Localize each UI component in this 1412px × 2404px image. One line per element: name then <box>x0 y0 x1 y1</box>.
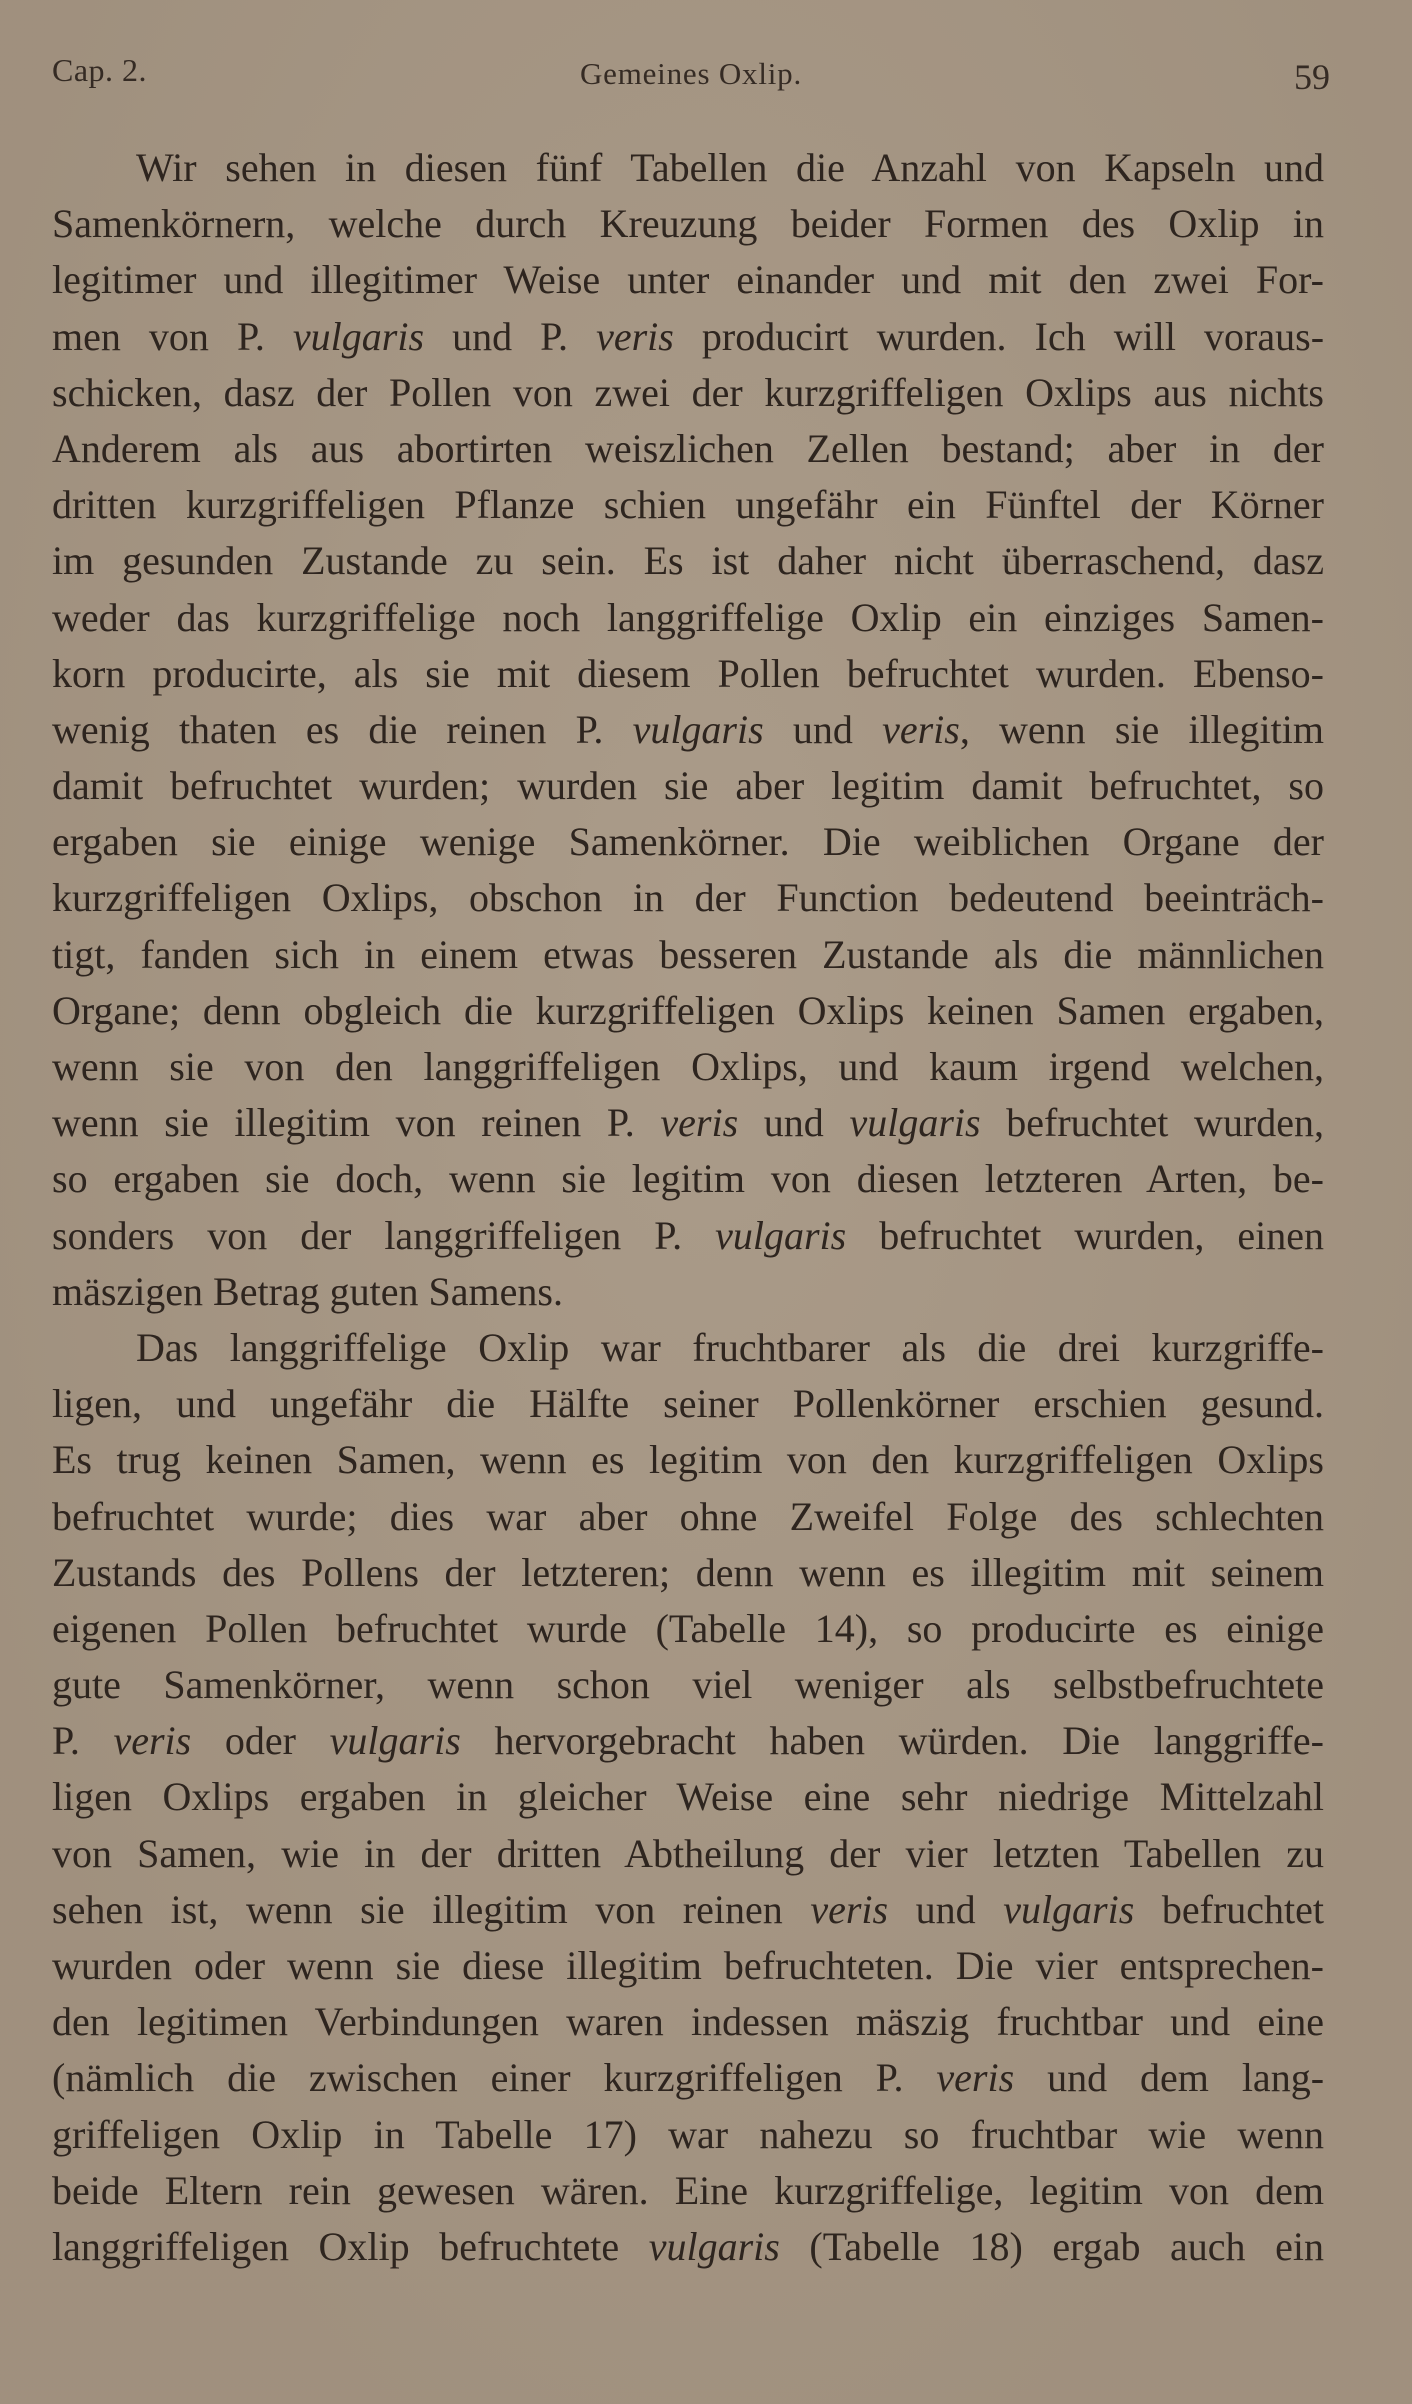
chapter-label: Cap. 2. <box>52 52 148 88</box>
text-line: tigt, fanden sich in einem etwas besseren Zustande als die männlichen <box>52 931 1324 977</box>
running-head <box>52 52 1330 112</box>
text-line: wenig thaten es die reinen P. vulgaris und veris, wenn sie illegitim <box>52 706 1325 752</box>
text-line: schicken, dasz der Pollen von zwei der kurzgriffeligen Oxlips aus nichts <box>52 369 1324 415</box>
text-line: men von P. vulgaris und P. veris producirt wurden. Ich will voraus- <box>52 313 1325 359</box>
paragraph <box>52 140 1324 1320</box>
text-line: langgriffeligen Oxlip befruchtete vulgaris (Tabelle 18) ergab auch ein <box>52 2223 1324 2269</box>
text-line: so ergaben sie doch, wenn sie legitim von diesen letzteren Arten, be- <box>52 1156 1324 1202</box>
text-line: korn producirte, als sie mit diesem Pollen befruchtet wurden. Ebenso- <box>52 650 1324 696</box>
text-line: (nämlich die zwischen einer kurzgriffeligen P. veris und dem lang- <box>52 2055 1325 2101</box>
text-line: damit befruchtet wurden; wurden sie aber legitim damit befruchtet, so <box>52 763 1324 809</box>
text-line: Es trug keinen Samen, wenn es legitim von den kurzgriffeligen Oxlips <box>52 1437 1324 1483</box>
page-number: 59 <box>1294 57 1330 97</box>
text-line: Zustands des Pollens der letzteren; denn wenn es illegitim mit seinem <box>52 1549 1324 1595</box>
text-line: ligen Oxlips ergaben in gleicher Weise eine sehr niedrige Mittelzahl <box>52 1774 1324 1820</box>
text-line: sehen ist, wenn sie illegitim von reinen veris und vulgaris befruchtet <box>52 1886 1324 1932</box>
text-line: beide Eltern rein gewesen wären. Eine kurzgriffelige, legitim von dem <box>52 2167 1324 2213</box>
text-line: wenn sie illegitim von reinen P. veris und vulgaris befruchtet wurden, <box>52 1100 1325 1146</box>
text-line: wurden oder wenn sie diese illegitim befruchteten. Die vier entsprechen- <box>52 1943 1324 1988</box>
text-line: ligen, und ungefähr die Hälfte seiner Pollenkörner erschien gesund. <box>52 1381 1324 1427</box>
text-line: eigenen Pollen befruchtet wurde (Tabelle 14), so producirte es einige <box>52 1605 1324 1651</box>
text-line: sonders von der langgriffeligen P. vulgaris befruchtet wurden, einen <box>52 1212 1325 1258</box>
text-line: griffeligen Oxlip in Tabelle 17) war nahezu so fruchtbar wie wenn <box>52 2111 1324 2157</box>
text-line: wenn sie von den langgriffeligen Oxlips, und kaum irgend welchen, <box>52 1044 1324 1089</box>
text-line: den legitimen Verbindungen waren indessen mäszig fruchtbar und eine <box>52 1999 1324 2045</box>
text-line: Wir sehen in diesen fünf Tabellen die Anzahl von Kapseln und <box>136 145 1324 190</box>
text-line: mäszigen Betrag guten Samens. <box>52 1268 563 1314</box>
text-line: von Samen, wie in der dritten Abtheilung der vier letzten Tabellen zu <box>52 1830 1324 1876</box>
text-line: P. veris oder vulgaris hervorgebracht haben würden. Die langgriffe- <box>52 1718 1324 1764</box>
text-line: gute Samenkörner, wenn schon viel weniger als selbstbefruchtete <box>52 1662 1324 1708</box>
text-line: im gesunden Zustande zu sein. Es ist daher nicht überraschend, dasz <box>52 538 1324 584</box>
text-line: dritten kurzgriffeligen Pflanze schien ungefähr ein Fünftel der Körner <box>52 482 1324 528</box>
body-text <box>52 140 1324 2275</box>
text-line: weder das kurzgriffelige noch langgriffelige Oxlip ein einziges Samen- <box>52 594 1324 640</box>
text-line: Samenkörnern, welche durch Kreuzung beider Formen des Oxlip in <box>52 201 1324 247</box>
text-line: ergaben sie einige wenige Samenkörner. Die weiblichen Organe der <box>52 819 1324 865</box>
text-line: Das langgriffelige Oxlip war fruchtbarer als die drei kurzgriffe- <box>136 1324 1324 1370</box>
running-title: Gemeines Oxlip. <box>579 56 803 91</box>
text-line: befruchtet wurde; dies war aber ohne Zweifel Folge des schlechten <box>52 1493 1324 1539</box>
text-line: legitimer und illegitimer Weise unter einander und mit den zwei For- <box>52 257 1324 303</box>
text-line: kurzgriffeligen Oxlips, obschon in der Function bedeutend beeinträch- <box>52 875 1324 921</box>
text-line: Anderem als aus abortirten weiszlichen Zellen bestand; aber in der <box>52 425 1324 471</box>
paragraph <box>52 1320 1324 2275</box>
text-line: Organe; denn obgleich die kurzgriffeligen Oxlips keinen Samen ergaben, <box>52 987 1324 1033</box>
